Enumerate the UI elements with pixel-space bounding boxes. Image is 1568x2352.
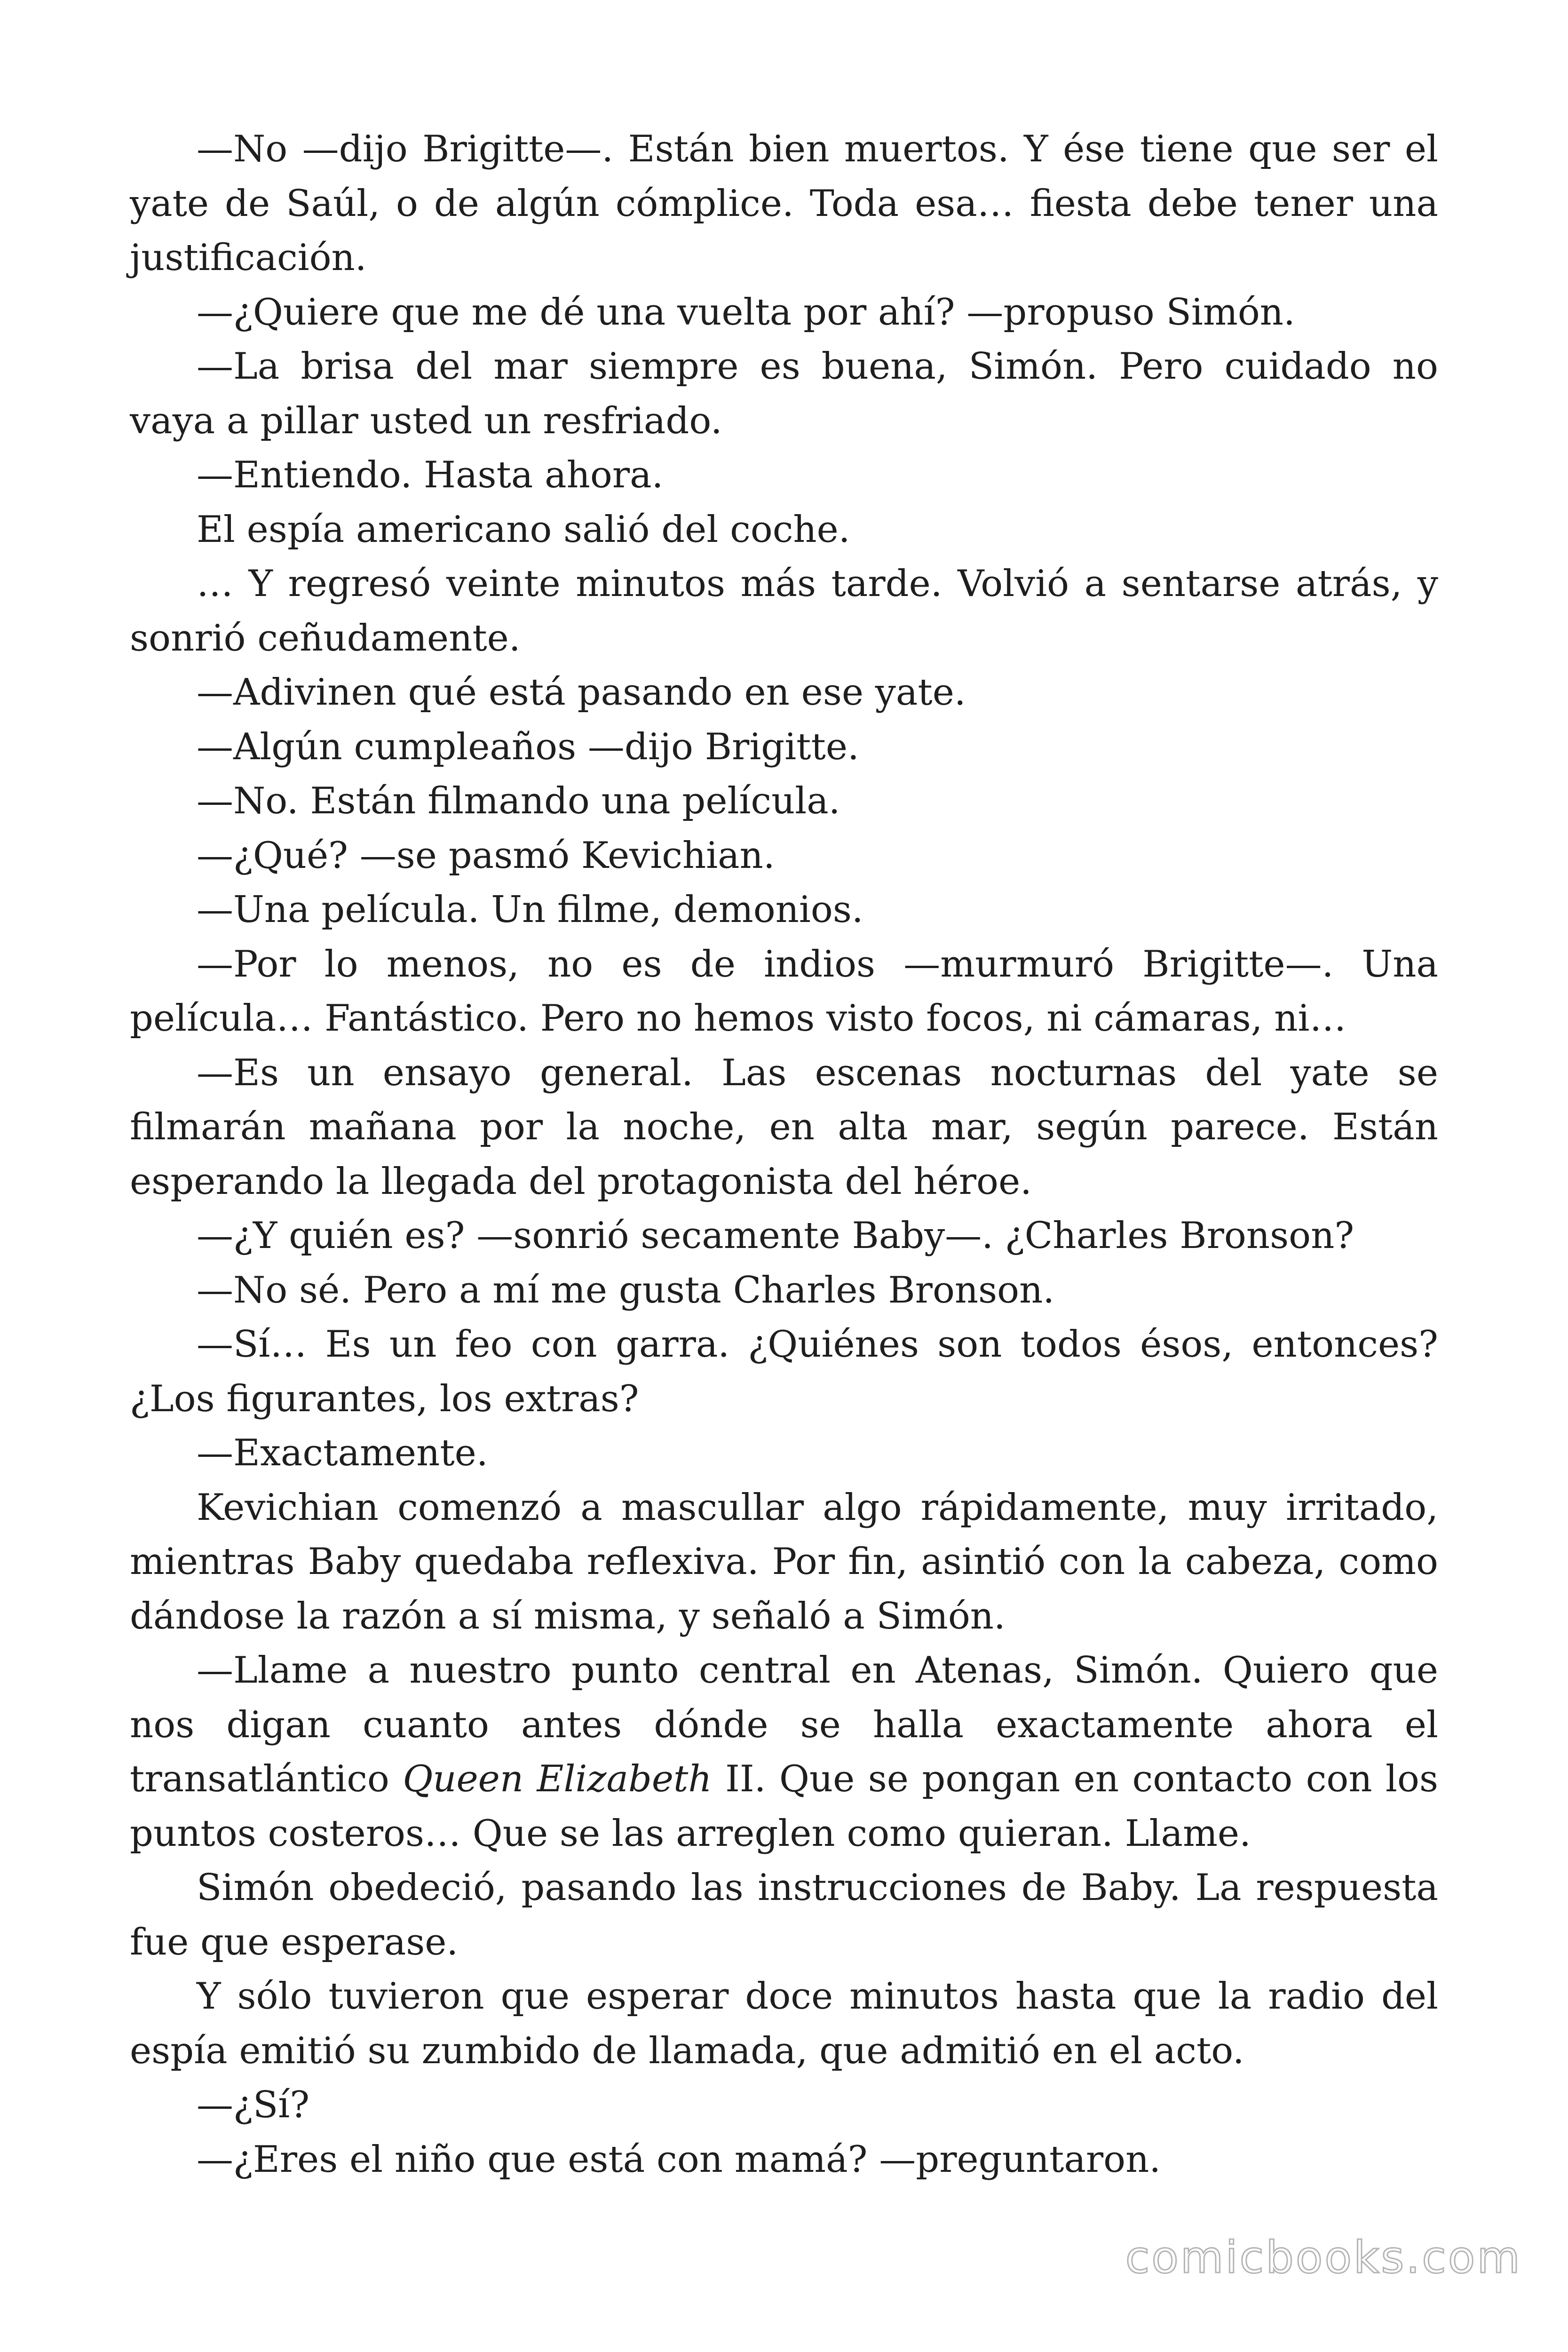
paragraph-3: —La brisa del mar siempre es buena, Simón. Pero cuidado no vaya a pillar usted un resfriado. — [130, 345, 1438, 442]
paragraph-16: —Sí… Es un feo con garra. ¿Quiénes son todos ésos, entonces? ¿Los figurantes, los extras? — [130, 1323, 1438, 1420]
paragraph-12: —Por lo menos, no es de indios —murmuró Brigitte—. Una película… Fantástico. Pero no hemos visto focos, ni cámaras, ni… — [130, 943, 1438, 1040]
paragraph-15: —No sé. Pero a mí me gusta Charles Bronson. — [197, 1269, 1055, 1311]
paragraph-23: —¿Eres el niño que está con mamá? —preguntaron. — [197, 2138, 1161, 2181]
paragraph-6: … Y regresó veinte minutos más tarde. Volvió a sentarse atrás, y sonrió ceñudamente. — [130, 563, 1438, 660]
paragraph-14: —¿Y quién es? —sonrió secamente Baby—. ¿Charles Bronson? — [197, 1215, 1354, 1257]
paragraph-19-start: —Llame a nuestro punto central en Atenas, Simón. Quiero que nos digan cuanto antes dónde se halla exactamente ahora el transatlántico — [130, 1649, 1438, 1800]
paragraph-19 — [130, 1644, 1438, 1861]
paragraph-22: —¿Sí? — [197, 2084, 310, 2126]
paragraph-8: —Algún cumpleaños —dijo Brigitte. — [197, 725, 859, 768]
watermark-text: comicbooks.com — [1125, 2232, 1522, 2283]
paragraph-17: —Exactamente. — [197, 1432, 488, 1474]
paragraph-2: —¿Quiere que me dé una vuelta por ahí? —propuso Simón. — [197, 291, 1295, 334]
paragraph-5: El espía americano salió del coche. — [197, 508, 850, 551]
paragraph-9: —No. Están filmando una película. — [197, 780, 840, 822]
body-text — [130, 122, 1438, 2187]
paragraph-20: Simón obedeció, pasando las instrucciones de Baby. La respuesta fue que esperase. — [130, 1867, 1438, 1963]
paragraph-13: —Es un ensayo general. Las escenas nocturnas del yate se filmarán mañana por la noche, en alta mar, según parece. Están esperando la llegada del protagonista del héroe. — [130, 1051, 1438, 1203]
paragraph-19-end: II. Que se pongan en contacto con los puntos costeros… Que se las arreglen como quieran. Llame. — [130, 1758, 1438, 1855]
paragraph-4: —Entiendo. Hasta ahora. — [197, 454, 664, 496]
paragraph-11: —Una película. Un filme, demonios. — [197, 889, 863, 931]
paragraph-7: —Adivinen qué está pasando en ese yate. — [197, 671, 966, 714]
paragraph-18: Kevichian comenzó a mascullar algo rápidamente, muy irritado, mientras Baby quedaba reflexiva. Por fin, asintió con la cabeza, como dándose la razón a sí misma, y señaló a Simón. — [130, 1486, 1438, 1637]
ship-name-italic: Queen Elizabeth — [403, 1758, 712, 1800]
paragraph-10: —¿Qué? —se pasmó Kevichian. — [197, 834, 775, 877]
paragraph-21: Y sólo tuvieron que esperar doce minutos hasta que la radio del espía emitió su zumbido de llamada, que admitió en el acto. — [130, 1975, 1438, 2072]
paragraph-1: —No —dijo Brigitte—. Están bien muertos. Y ése tiene que ser el yate de Saúl, o de algún cómplice. Toda esa… fiesta debe tener una justificación. — [130, 128, 1438, 279]
